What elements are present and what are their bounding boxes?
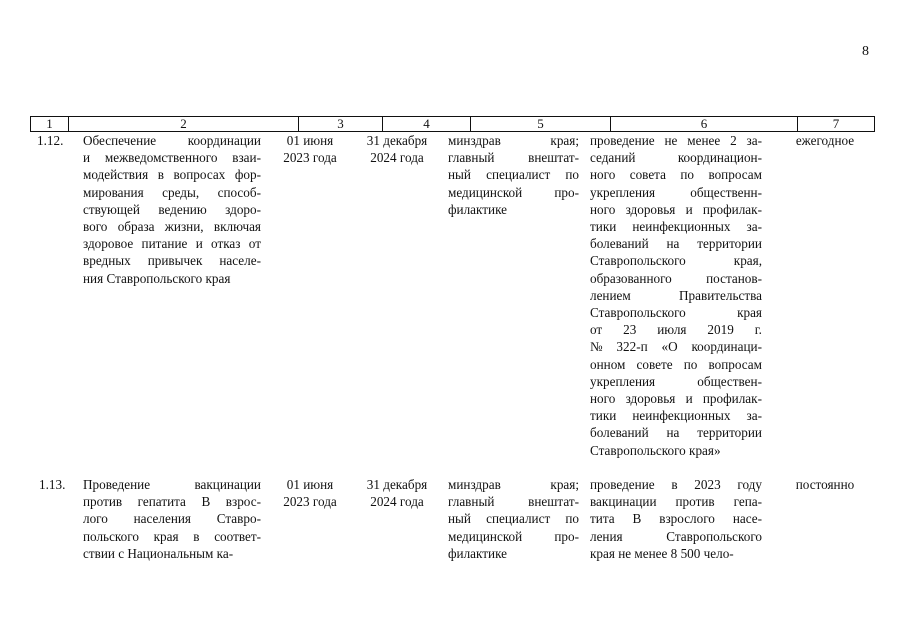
cell-text-line: вредных привычек населе- <box>83 253 261 269</box>
activity-cell <box>83 132 261 287</box>
cell-text-line: укрепления обществен- <box>590 373 762 389</box>
cell-text-line: тики неинфекционных за- <box>590 219 762 235</box>
header-col-5: 5 <box>471 117 611 131</box>
end-date-cell <box>357 132 437 166</box>
periodicity-cell: постоянно <box>795 477 855 492</box>
header-col-1: 1 <box>31 117 69 131</box>
cell-text-line: ствии с Национальным ка- <box>83 545 234 561</box>
cell-text-line: минздрав края; <box>448 477 579 492</box>
cell-text-line: модействия в вопросах фор- <box>83 167 261 183</box>
responsible-cell <box>448 476 579 562</box>
cell-text-line: главный внештат- <box>448 150 579 166</box>
header-col-3: 3 <box>299 117 383 131</box>
cell-text-line: Проведение вакцинации <box>83 477 261 492</box>
cell-text-line: вакцинации против гепа- <box>590 494 762 510</box>
cell-text-line: от 23 июля 2019 г. <box>590 322 762 338</box>
header-col-7: 7 <box>832 116 840 131</box>
cell-text-line: вого образа жизни, включая <box>83 219 261 235</box>
header-col-6: 6 <box>611 117 798 131</box>
header-col-2: 2 <box>69 117 299 131</box>
cell-text-line: болеваний на территории <box>590 425 762 441</box>
table-header-row <box>30 116 875 132</box>
cell-text-line: медицинской про- <box>448 528 579 544</box>
cell-text-line: Ставропольского края» <box>590 442 721 458</box>
cell-text-line: ного здоровья и профилак- <box>590 201 762 217</box>
row-number: 1.13. <box>39 477 66 492</box>
cell-text-line: лением Правительства <box>590 287 762 303</box>
cell-text-line: здоровое питание и отказ от <box>83 236 261 252</box>
cell-text-line: польского края в соответ- <box>83 528 261 544</box>
cell-text-line: № 322-п «О координаци- <box>590 339 762 355</box>
cell-text-line: мирования среды, способ- <box>83 184 261 200</box>
cell-text-line: 31 декабря <box>366 477 428 492</box>
cell-text-line: 2023 года <box>283 494 337 510</box>
cell-text-line: лого населения Ставро- <box>83 511 261 527</box>
cell-text-line: минздрав края; <box>448 133 579 148</box>
cell-text-line: седаний координацион- <box>590 150 762 166</box>
cell-text-line: ный специалист по <box>448 511 579 527</box>
cell-text-line: укрепления общественн- <box>590 184 762 200</box>
periodicity-cell: ежегодное <box>795 133 855 148</box>
cell-text-line: болеваний на территории <box>590 236 762 252</box>
start-date-cell <box>272 132 348 166</box>
cell-text-line: онном совете по вопросам <box>590 356 762 372</box>
start-date-cell <box>272 476 348 510</box>
cell-text-line: филактике <box>448 545 508 561</box>
cell-text-line: 2024 года <box>370 150 424 166</box>
cell-text-line: края не менее 8 500 чело- <box>590 545 734 561</box>
cell-text-line: тики неинфекционных за- <box>590 408 762 424</box>
cell-text-line: ный специалист по <box>448 167 579 183</box>
cell-text-line: медицинской про- <box>448 184 579 200</box>
cell-text-line: филактике <box>448 201 508 217</box>
cell-text-line: проведение в 2023 году <box>590 477 762 492</box>
cell-text-line: 2023 года <box>283 150 337 166</box>
cell-text-line: ного совета по вопросам <box>590 167 762 183</box>
cell-text-line: Ставропольского края, <box>590 253 762 269</box>
cell-text-line: образованного постанов- <box>590 270 762 286</box>
cell-text-line: Обеспечение координации <box>83 133 261 148</box>
page-number: 8 <box>862 44 869 59</box>
result-cell <box>590 476 762 562</box>
row-number: 1.12. <box>37 133 64 148</box>
activity-cell <box>83 476 261 562</box>
responsible-cell <box>448 132 579 218</box>
cell-text-line: ления Ставропольского <box>590 528 762 544</box>
cell-text-line: и межведомственного взаи- <box>83 150 261 166</box>
end-date-cell <box>357 476 437 510</box>
header-col-4: 4 <box>383 117 471 131</box>
result-cell <box>590 132 762 459</box>
cell-text-line: тита В взрослого насе- <box>590 511 762 527</box>
cell-text-line: 2024 года <box>370 494 424 510</box>
cell-text-line: 01 июня <box>286 133 334 148</box>
cell-text-line: против гепатита В взрос- <box>83 494 261 510</box>
cell-text-line: ствующей ведению здоро- <box>83 201 261 217</box>
cell-text-line: ния Ставропольского края <box>83 270 231 286</box>
cell-text-line: 31 декабря <box>366 133 428 148</box>
cell-text-line: 01 июня <box>286 477 334 492</box>
cell-text-line: Ставропольского края <box>590 305 762 321</box>
cell-text-line: проведение не менее 2 за- <box>590 133 762 148</box>
cell-text-line: ного здоровья и профилак- <box>590 391 762 407</box>
cell-text-line: главный внештат- <box>448 494 579 510</box>
